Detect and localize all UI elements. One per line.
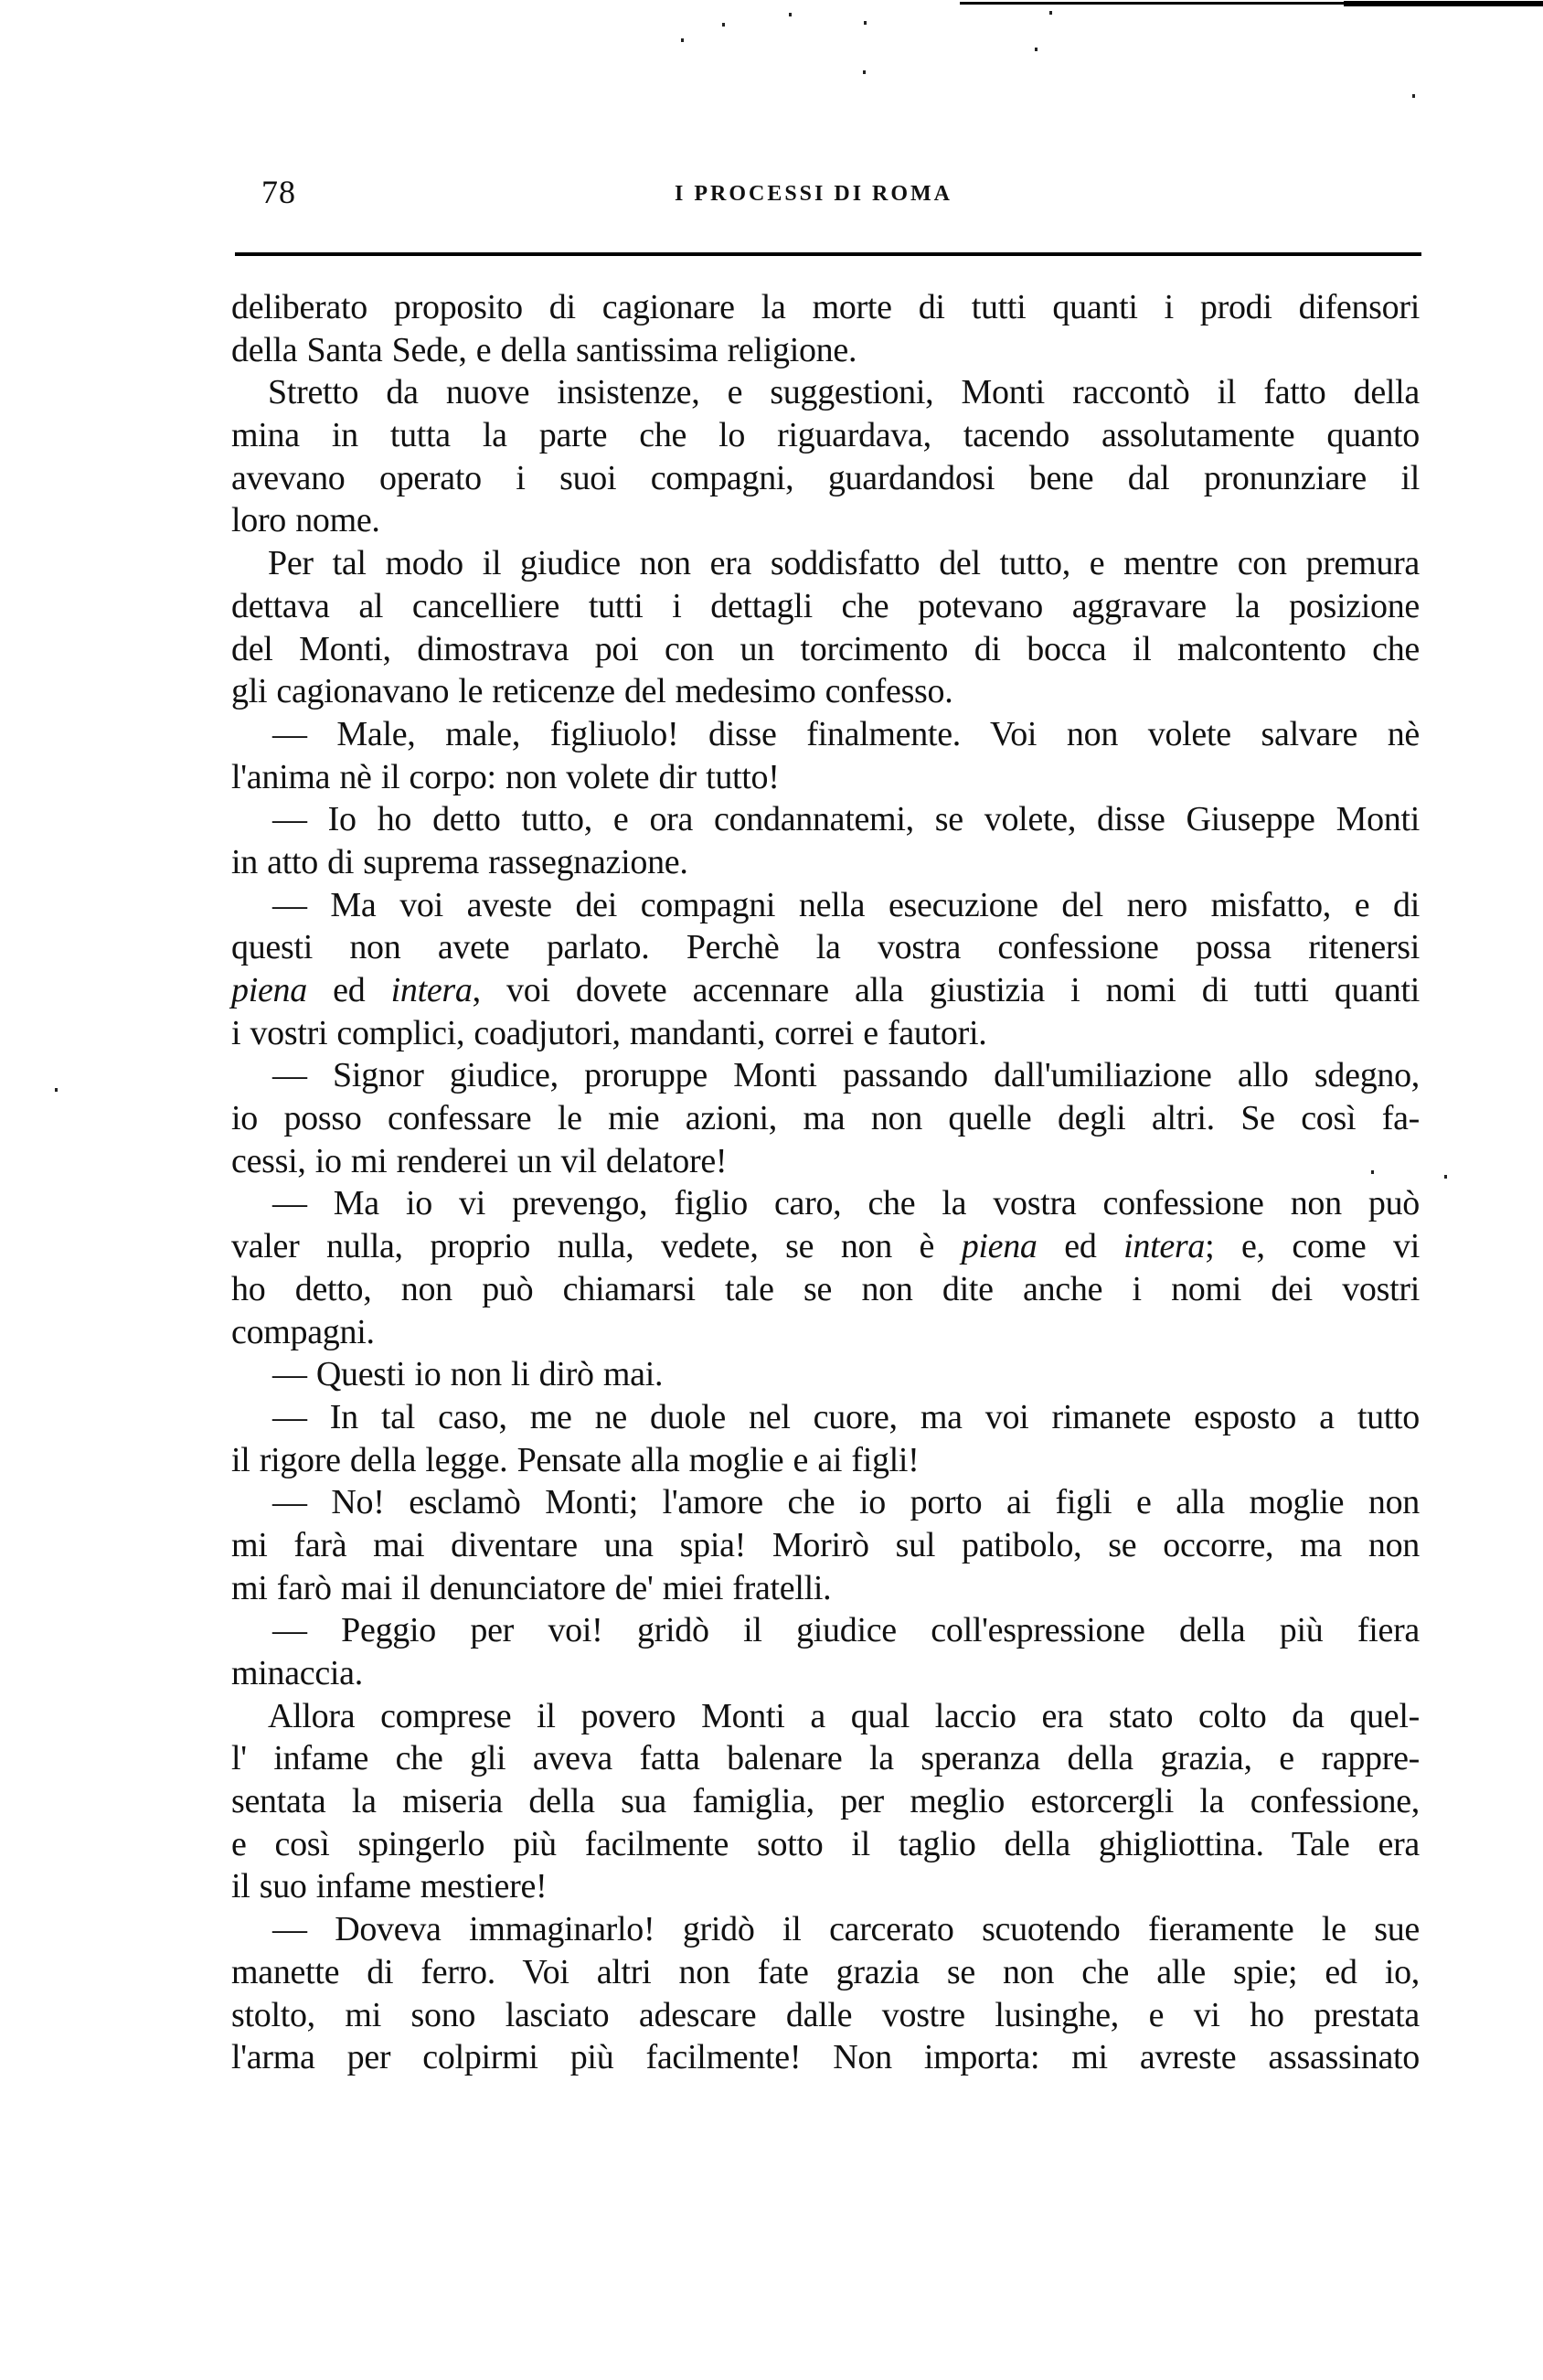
scan-edge-bar bbox=[1344, 1, 1543, 6]
running-title: I PROCESSI DI ROMA bbox=[674, 182, 953, 206]
text-line: minaccia. bbox=[231, 1654, 363, 1692]
text-line: questi non avete parlato. Perchè la vostra confessione possa ritenersi bbox=[231, 928, 1420, 967]
text-line: deliberato proposito di cagionare la morte di tutti quanti i prodi difensori bbox=[231, 288, 1420, 326]
text-line: dettava al cancelliere tutti i dettagli che potevano aggravare la posizione bbox=[231, 586, 1420, 625]
scan-speck bbox=[1049, 11, 1052, 15]
text-run: , voi dovete accennare alla giustizia i nomi di tutti quanti bbox=[472, 971, 1420, 1009]
text-line: — In tal caso, me ne duole nel cuore, ma voi rimanete esposto a tutto bbox=[272, 1397, 1420, 1436]
scan-speck bbox=[864, 21, 867, 25]
text-line: gli cagionavano le reticenze del medesimo confesso. bbox=[231, 672, 953, 711]
italic-emphasis: piena bbox=[231, 971, 307, 1009]
text-line: ho detto, non può chiamarsi tale se non dite anche i nomi dei vostri bbox=[231, 1269, 1420, 1308]
text-line: compagni. bbox=[231, 1312, 375, 1351]
text-line: il suo infame mestiere! bbox=[231, 1867, 548, 1906]
text-line: il rigore della legge. Pensate alla moglie e ai figli! bbox=[231, 1440, 920, 1479]
text-line: del Monti, dimostrava poi con un torcimento di bocca il malcontento che bbox=[231, 629, 1420, 668]
text-line: mi farà mai diventare una spia! Morirò sul patibolo, se occorre, ma non bbox=[231, 1525, 1420, 1564]
text-line bbox=[231, 969, 1420, 1012]
text-line: stolto, mi sono lasciato adescare dalle vostre lusinghe, e vi ho prestata bbox=[231, 1995, 1420, 2034]
scan-speck bbox=[722, 23, 725, 27]
text-line: Stretto da nuove insistenze, e suggestioni, Monti raccontò il fatto della bbox=[268, 373, 1420, 412]
scan-speck bbox=[789, 13, 792, 16]
scan-speck bbox=[863, 70, 866, 74]
page-number: 78 bbox=[261, 174, 296, 210]
text-run: valer nulla, proprio nulla, vedete, se non è bbox=[231, 1227, 962, 1266]
text-run: ed bbox=[306, 971, 391, 1009]
text-line: cessi, io mi renderei un vil delatore! bbox=[231, 1141, 728, 1180]
text-line: mina in tutta la parte che lo riguardava, tacendo assolutamente quanto bbox=[231, 416, 1420, 455]
text-line: io posso confessare le mie azioni, ma non quelle degli altri. Se così fa- bbox=[231, 1099, 1420, 1138]
italic-emphasis: intera bbox=[390, 971, 473, 1009]
text-line: manette di ferro. Voi altri non fate grazia se non che alle spie; ed io, bbox=[231, 1952, 1420, 1991]
body-text bbox=[231, 286, 1420, 2079]
scan-speck bbox=[1444, 1175, 1447, 1179]
scan-speck bbox=[681, 38, 684, 42]
text-line: — Questi io non li dirò mai. bbox=[272, 1355, 664, 1394]
italic-emphasis: piena bbox=[961, 1227, 1038, 1266]
scan-speck bbox=[1412, 94, 1415, 98]
text-line: loro nome. bbox=[231, 501, 380, 540]
text-line: Allora comprese il povero Monti a qual laccio era stato colto da quel- bbox=[268, 1696, 1420, 1735]
text-line: della Santa Sede, e della santissima religione. bbox=[231, 330, 857, 369]
text-line: e così spingerlo più facilmente sotto il taglio della ghigliottina. Tale era bbox=[231, 1824, 1420, 1863]
header-rule bbox=[235, 252, 1421, 256]
text-run: ; e, come vi bbox=[1205, 1227, 1420, 1266]
text-line: — Io ho detto tutto, e ora condannatemi, se volete, disse Giuseppe Monti bbox=[272, 800, 1420, 839]
text-line: mi farò mai il denunciatore de' miei fratelli. bbox=[231, 1568, 832, 1607]
scan-speck bbox=[1035, 48, 1038, 51]
text-line: — Doveva immaginarlo! gridò il carcerato scuotendo fieramente le sue bbox=[272, 1910, 1420, 1949]
text-line: — Ma voi aveste dei compagni nella esecuzione del nero misfatto, e di bbox=[272, 885, 1420, 924]
text-line: in atto di suprema rassegnazione. bbox=[231, 842, 688, 881]
text-run: ed bbox=[1037, 1227, 1124, 1266]
text-line: sentata la miseria della sua famiglia, per meglio estorcergli la confessione, bbox=[231, 1782, 1420, 1821]
text-line: — Male, male, figliuolo! disse finalmente. Voi non volete salvare nè bbox=[272, 714, 1420, 753]
text-line: Per tal modo il giudice non era soddisfatto del tutto, e mentre con premura bbox=[268, 544, 1420, 583]
text-line: l'arma per colpirmi più facilmente! Non importa: mi avreste assassinato bbox=[231, 2038, 1420, 2077]
text-line: avevano operato i suoi compagni, guardandosi bene dal pronunziare il bbox=[231, 458, 1420, 497]
text-line: — Ma io vi prevengo, figlio caro, che la vostra confessione non può bbox=[272, 1184, 1420, 1223]
text-line bbox=[231, 1225, 1420, 1268]
scan-edge-bar bbox=[960, 2, 1344, 5]
text-line: — Peggio per voi! gridò il giudice coll'espressione della più fiera bbox=[272, 1611, 1420, 1650]
text-line: i vostri complici, coadjutori, mandanti, correi e fautori. bbox=[231, 1013, 987, 1052]
text-line: — No! esclamò Monti; l'amore che io porto ai figli e alla moglie non bbox=[272, 1483, 1420, 1522]
text-line: l' infame che gli aveva fatta balenare la speranza della grazia, e rappre- bbox=[231, 1739, 1420, 1778]
text-line: — Signor giudice, proruppe Monti passando dall'umiliazione allo sdegno, bbox=[272, 1056, 1420, 1095]
italic-emphasis: intera bbox=[1123, 1227, 1206, 1266]
scan-speck bbox=[55, 1088, 58, 1092]
text-line: l'anima nè il corpo: non volete dir tutto! bbox=[231, 757, 780, 796]
